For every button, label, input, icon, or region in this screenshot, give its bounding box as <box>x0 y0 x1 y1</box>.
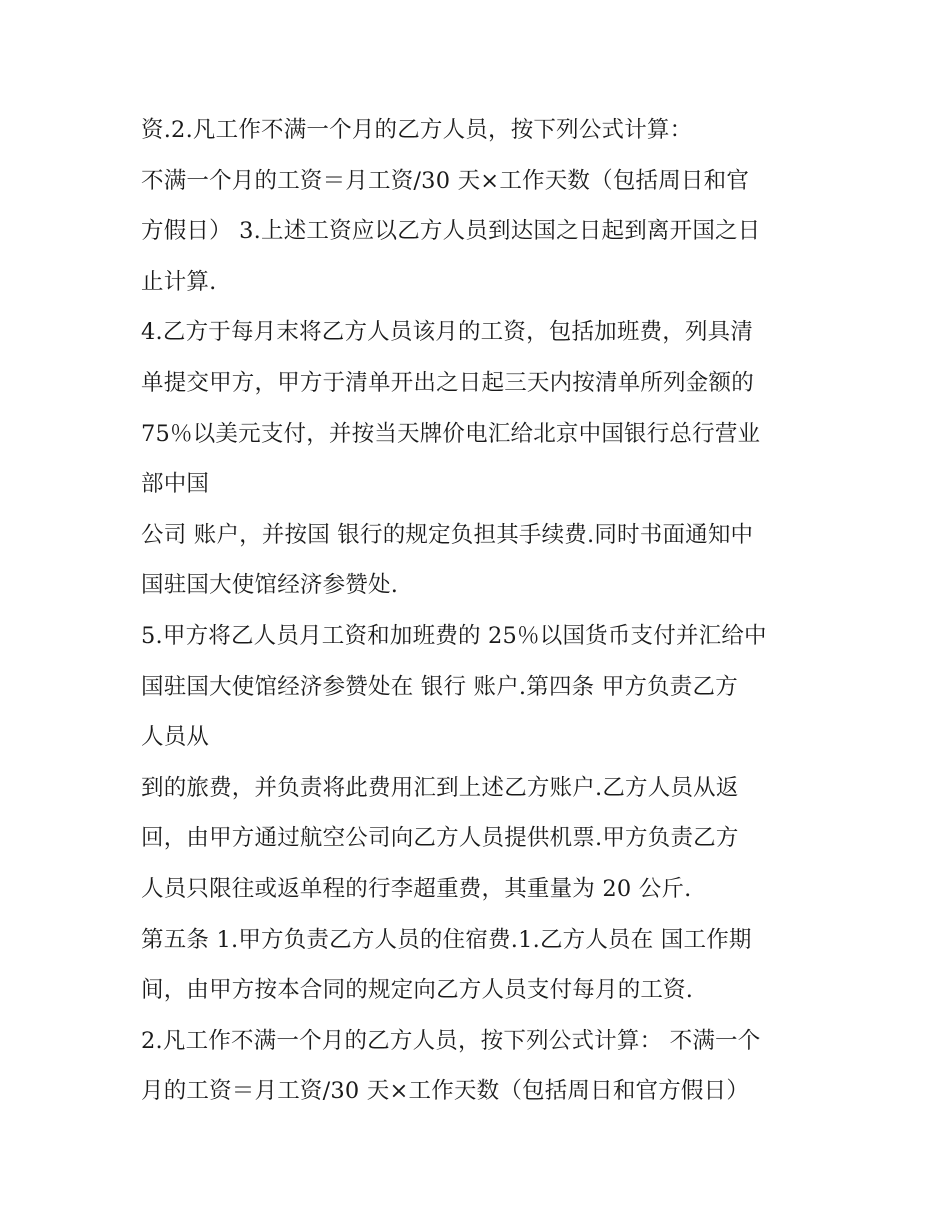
text-line: 4.乙方于每月末将乙方人员该月的工资，包括加班费，列具清 <box>141 319 754 346</box>
text-line: 公司 账户，并按国 银行的规定负担其手续费.同时书面通知中 <box>141 521 754 548</box>
text-line: 人员只限往或返单程的行李超重费，其重量为 20 公斤. <box>141 875 692 902</box>
text-line: 人员从 <box>141 724 210 751</box>
text-line: 到的旅费，并负责将此费用汇到上述乙方账户.乙方人员从返 <box>141 774 739 801</box>
text-line: 国驻国大使馆经济参赞处. <box>141 572 399 599</box>
text-line: 第五条 1.甲方负责乙方人员的住宿费.1.乙方人员在 国工作期 <box>141 926 752 953</box>
text-line: 止计算. <box>141 268 217 295</box>
text-line: 国驻国大使馆经济参赞处在 银行 账户.第四条 甲方负责乙方 <box>141 673 738 700</box>
text-line: 不满一个月的工资＝月工资/30 天×工作天数（包括周日和官 <box>141 167 750 194</box>
text-line: 方假日） 3.上述工资应以乙方人员到达国之日起到离开国之日 <box>141 218 761 245</box>
text-line: 75％以美元支付，并按当天牌价电汇给北京中国银行总行营业 <box>141 420 761 447</box>
text-line: 间，由甲方按本合同的规定向乙方人员支付每月的工资. <box>141 977 694 1004</box>
text-line: 回，由甲方通过航空公司向乙方人员提供机票.甲方负责乙方 <box>141 825 739 852</box>
text-line: 部中国 <box>141 471 210 498</box>
text-line: 资.2.凡工作不满一个月的乙方人员，按下列公式计算： <box>141 117 693 143</box>
text-line: 月的工资＝月工资/30 天×工作天数（包括周日和官方假日） <box>141 1078 750 1105</box>
text-line: 5.甲方将乙人员月工资和加班费的 25％以国货币支付并汇给中 <box>141 622 767 649</box>
document-body <box>141 110 821 1122</box>
text-line: 单提交甲方，甲方于清单开出之日起三天内按清单所列金额的 <box>141 369 754 396</box>
text-line: 2.凡工作不满一个月的乙方人员，按下列公式计算： 不满一个 <box>141 1027 761 1054</box>
